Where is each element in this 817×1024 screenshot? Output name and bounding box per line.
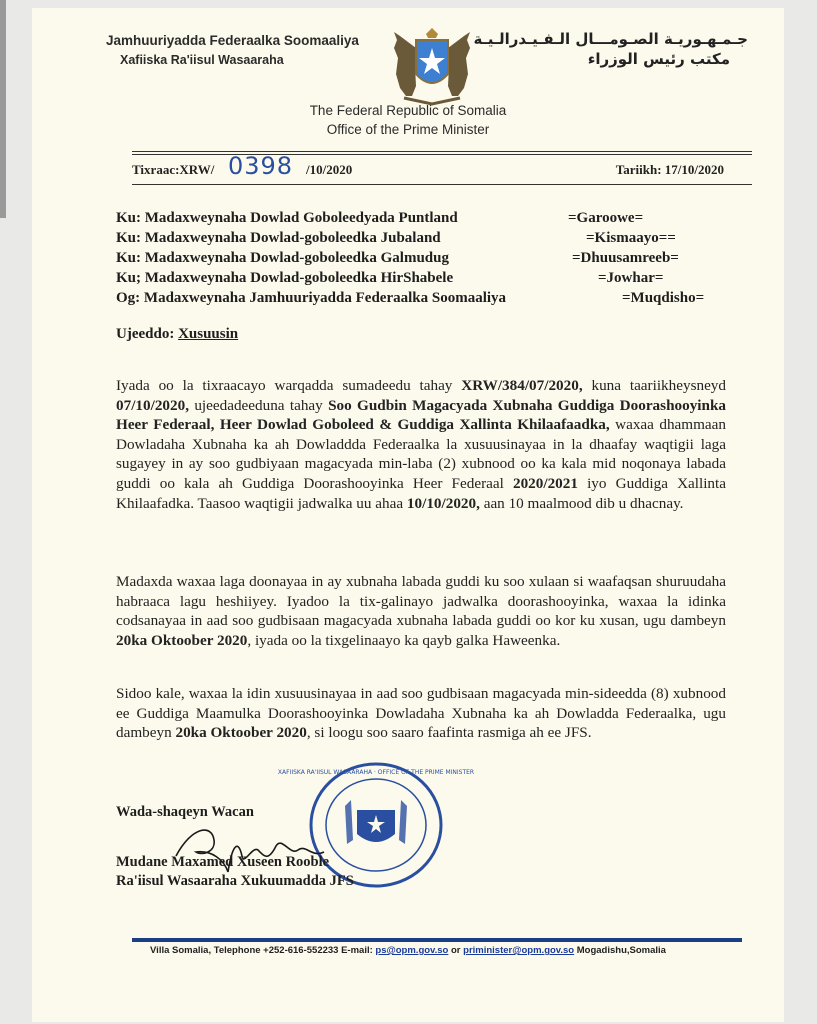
reference-label: Tixraac:XRW/: [132, 162, 215, 177]
scroll-indicator: [0, 0, 6, 218]
somalia-coat-of-arms-icon: [386, 26, 478, 106]
header-arabic-title: جـمـهـوريـة الصـومـــال الـفـيـدرالـيـة: [473, 30, 748, 48]
addressee-text: Ku; Madaxweynaha Dowlad-goboleedka HirShabele: [116, 270, 454, 286]
signature-block: [116, 853, 354, 891]
para-text: aan 10 maalmood dib u dhacnay.: [479, 494, 684, 512]
header-left: [106, 33, 359, 67]
header-arabic: [473, 30, 748, 68]
para-bold: 2020/2021: [512, 474, 578, 492]
signatory-title: Ra'iisul Wasaaraha Xukuumadda JFS: [116, 873, 354, 889]
para-text: , si loogu soo saaro faafinta rasmiga ah ee JFS.: [306, 724, 592, 742]
para-bold: 10/10/2020,: [406, 494, 480, 512]
addressee-text: Ku: Madaxweynaha Dowlad-goboleedka Jubaland: [116, 230, 441, 246]
footer-contact: [32, 945, 784, 956]
para-bold: 20ka Oktoober 2020: [116, 631, 248, 649]
footer-text: or: [448, 945, 464, 956]
addressee-line: [116, 290, 705, 307]
footer-divider: [132, 938, 742, 942]
para-text: Sidoo kale, waxaa la idin xusuusinayaa in aad soo gudbisaan magacyada min-sideedda (8) xubnood ee Guddiga Maamulka Doorashooyinka Dowladaha Xubnaha ka ah Dowladda Federaalka, ugu dambeyn: [116, 685, 726, 742]
header-divider: [132, 151, 752, 152]
header-arabic-office: مكتب رئيس الوزراء: [587, 50, 730, 68]
footer-email-link[interactable]: ps@opm.gov.so: [375, 945, 449, 956]
para-text: , iyada oo la tixgelinaayo ka qayb galka Haweenka.: [247, 631, 561, 649]
addressee-line: [116, 230, 676, 247]
subject-value: Xusuusin: [178, 326, 239, 342]
para-text: Madaxda waxaa laga doonayaa in ay xubnaha labada guddi ku soo xulaan si waafaqsan shuruudaha habraaca lagu heshiiyey. Iyadoo la tix-galinayo jadwalka doorashooyinka, waxaa la idinka codsanayaa in aad soo gudbisaan magacyada xubnaha labada guddi oo kor ku xusan, ugu dambeyn: [116, 573, 726, 630]
footer-email-link[interactable]: priminister@opm.gov.so: [463, 945, 575, 956]
addressee-line: [116, 270, 664, 287]
reference-divider: [132, 184, 752, 185]
addressee-text: Ku: Madaxweynaha Dowlad-goboleedka Galmudug: [116, 250, 449, 266]
para-text: waxaa dhammaan Dowladaha Xubnaha ka ah Dowladdda Federaalka la xusuusinayaa in la dhaafay waqtigii laga sugayey in ay soo gudbiyaan magacyada min-laba (2) xubnood oo ka kala mid noqonaya labada guddi oo kala ah Guddiga Doorashooyinka Heer Federaal: [116, 416, 726, 492]
addressee-place: =Garoowe=: [568, 210, 644, 226]
body-paragraph-1: [116, 376, 726, 513]
addressee-place: =Jowhar=: [598, 270, 664, 286]
header-divider-thin: [132, 154, 752, 155]
footer-text: Mogadishu,Somalia: [574, 945, 666, 956]
para-text: ujeedadeeduna tahay: [189, 396, 329, 414]
signatory-name: Mudane Maxamed Xuseen Rooble: [116, 854, 330, 870]
addressee-text: Ku: Madaxweynaha Dowlad Goboleedyada Puntland: [116, 210, 458, 226]
closing-phrase: Wada-shaqeyn Wacan: [116, 804, 254, 820]
para-bold: Soo Gudbin Magacyada Xubnaha Guddiga Doorashooyinka Heer Federaal, Heer Dowlad Goboleed & Guddiga Xallinta Khilaafaadka,: [116, 396, 726, 434]
subject-label: Ujeeddo:: [116, 326, 175, 342]
footer-text: Villa Somalia, Telephone +252-616-552233 E-mail:: [150, 945, 376, 956]
header-english-office: Office of the Prime Minister: [326, 122, 490, 137]
addressee-place: =Muqdisho=: [622, 290, 705, 306]
body-paragraph-3: [116, 684, 726, 743]
addressee-place: =Dhuusamreeb=: [572, 250, 679, 266]
stamp-text: XAFIISKA RA'IISUL WASAARAHA · OFFICE OF THE PRIME MINISTER: [277, 769, 475, 776]
para-bold: 07/10/2020,: [116, 396, 189, 414]
addressee-line: [116, 250, 679, 267]
header-somali-office: Xafiiska Ra'iisul Wasaaraha: [120, 53, 284, 67]
header-somali-title: Jamhuuriyadda Federaalka Soomaaliya: [106, 33, 359, 48]
body-paragraph-2: [116, 572, 726, 650]
addressee-text: Og: Madaxweynaha Jamhuuriyadda Federaalka Soomaaliya: [116, 290, 507, 306]
para-text: iyo Guddiga Xallinta Khilaafadka. Taasoo waqtigii jadwalka uu ahaa: [116, 474, 726, 512]
reference-line: [132, 152, 752, 182]
handwritten-reference-number: 0398: [228, 152, 294, 180]
header-english-title: The Federal Republic of Somalia: [309, 103, 507, 118]
para-bold: XRW/384/07/2020,: [461, 377, 583, 394]
subject-line: [116, 326, 238, 343]
para-bold: 20ka Oktoober 2020: [175, 724, 307, 742]
letter-page: [32, 8, 784, 1022]
addressee-place: =Kismaayo==: [586, 230, 676, 246]
para-text: Iyada oo la tixraacayo warqadda sumadeedu tahay: [116, 377, 462, 394]
letter-date: Tariikh: 17/10/2020: [615, 162, 724, 177]
reference-suffix: /10/2020: [306, 162, 353, 177]
addressee-line: [116, 210, 644, 227]
para-text: kuna taariikheysneyd: [582, 377, 726, 394]
